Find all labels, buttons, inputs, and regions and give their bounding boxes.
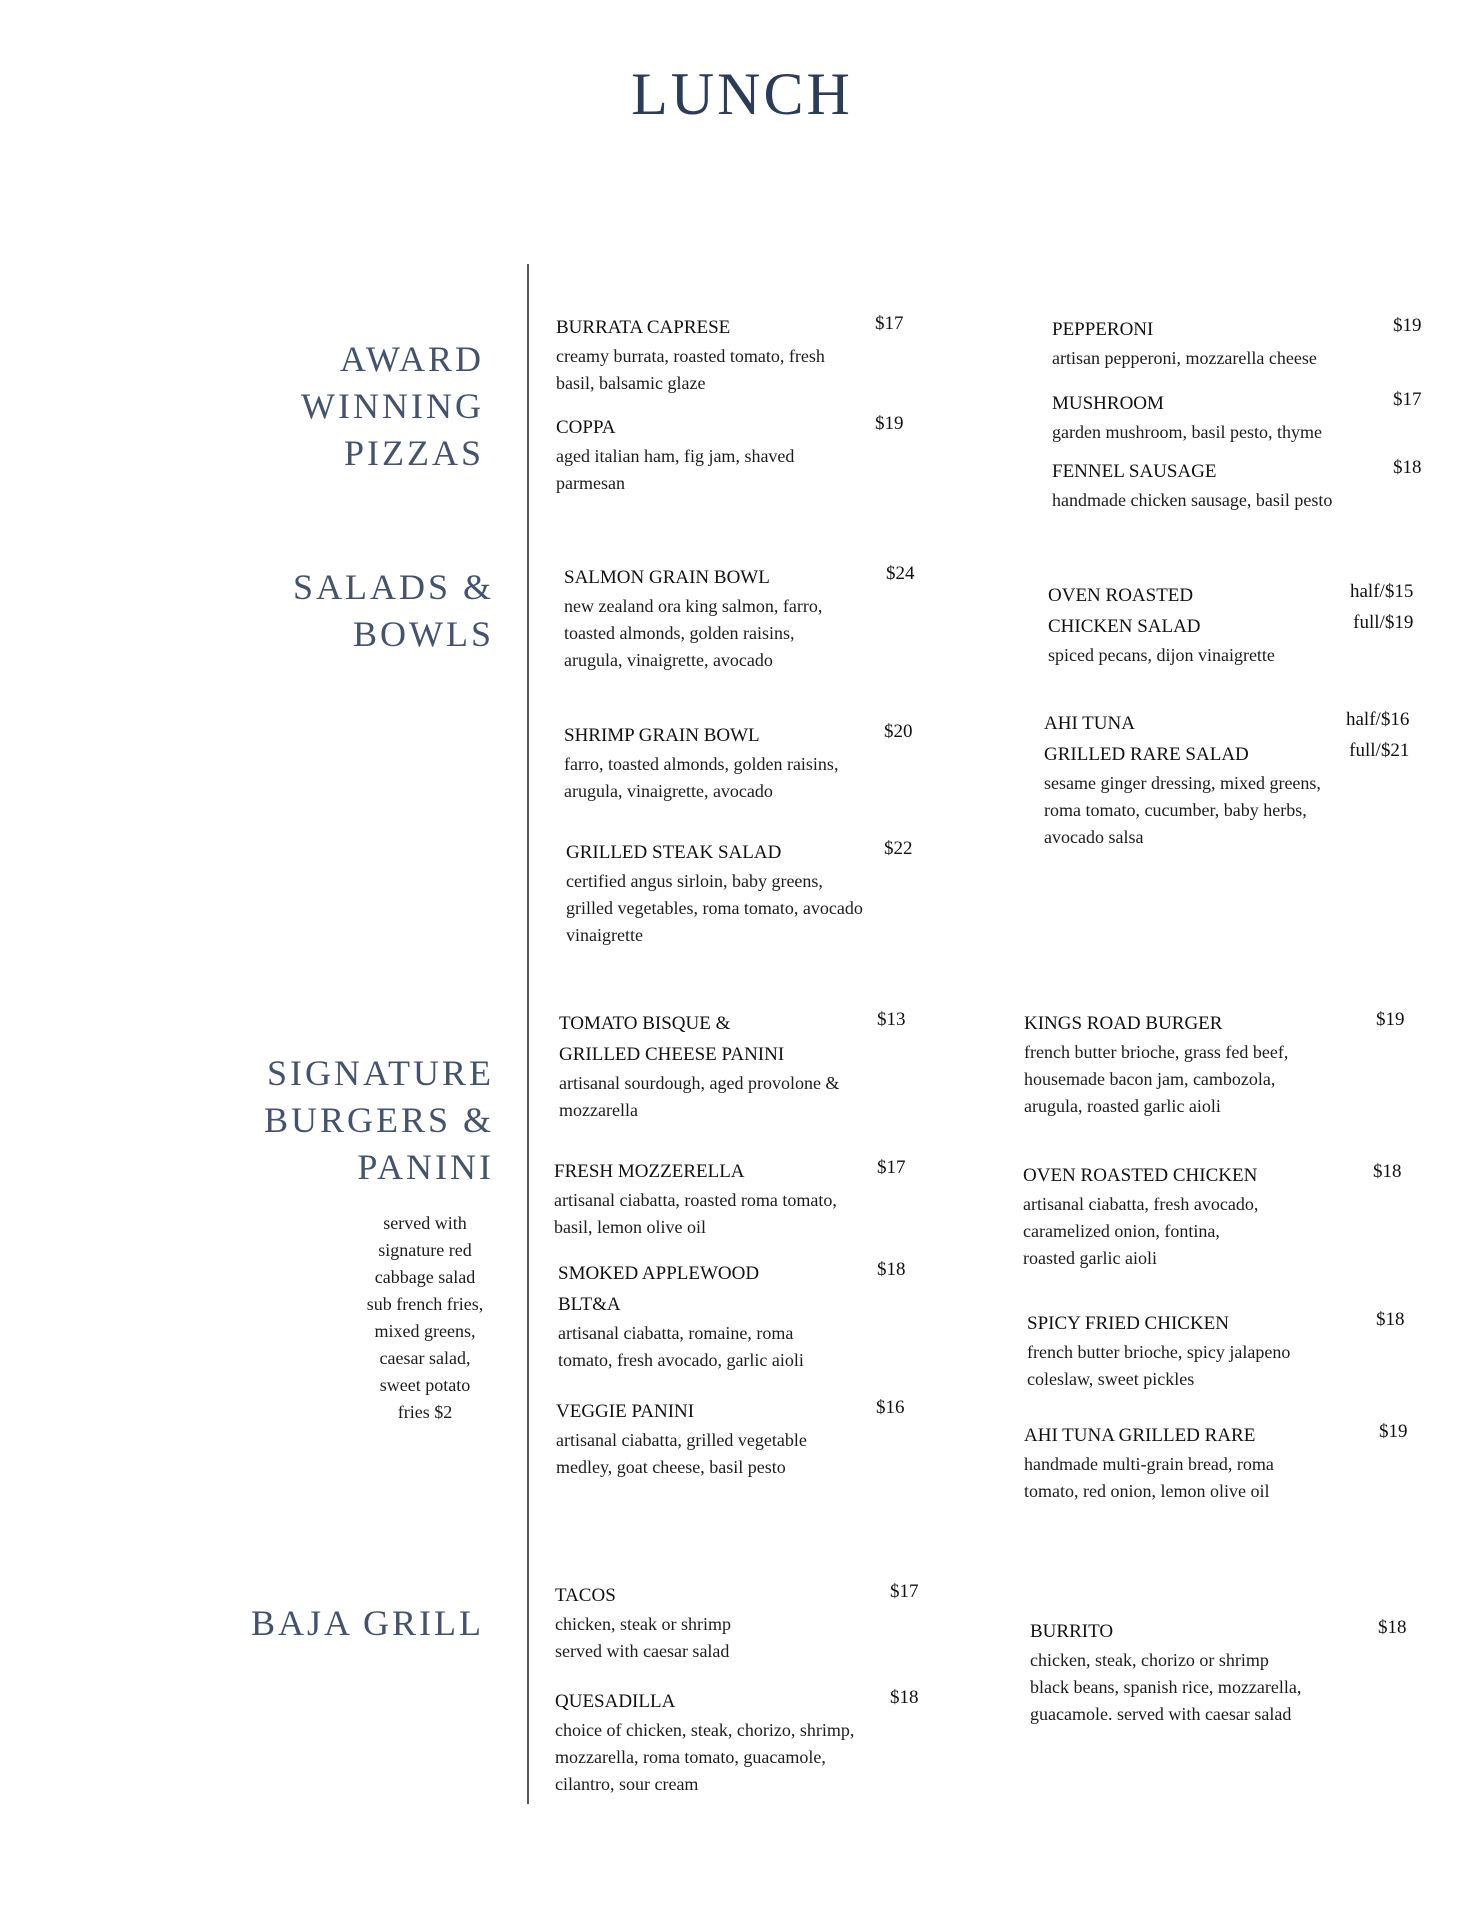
section-line: PIZZAS xyxy=(343,432,484,473)
item-price-line: $17 xyxy=(1393,389,1422,410)
item-description-line: tomato, red onion, lemon olive oil xyxy=(1024,1481,1270,1501)
item-name-line: TACOS xyxy=(555,1585,616,1606)
item-description-line: creamy burrata, roasted tomato, fresh xyxy=(556,346,825,366)
item-name xyxy=(564,720,974,751)
item-description-line: coleslaw, sweet pickles xyxy=(1027,1369,1195,1389)
item-name-line: QUESADILLA xyxy=(555,1691,676,1712)
note-line: mixed greens, xyxy=(374,1321,476,1341)
item-description xyxy=(1052,345,1462,372)
item-price-line: $17 xyxy=(890,1581,919,1602)
item-description-line: medley, goat cheese, basil pesto xyxy=(556,1457,786,1477)
item-description-line: tomato, fresh avocado, garlic aioli xyxy=(558,1350,804,1370)
item-name-line: SMOKED APPLEWOOD xyxy=(558,1263,760,1284)
menu-item-kings-road-burger xyxy=(1024,1008,1434,1120)
note-line: caesar salad, xyxy=(379,1348,471,1368)
note-line: signature red xyxy=(378,1240,472,1260)
item-name-line: BLT&A xyxy=(558,1294,621,1315)
item-description-line: guacamole. served with caesar salad xyxy=(1030,1704,1292,1724)
section-burgers xyxy=(264,1050,494,1190)
item-description-line: farro, toasted almonds, golden raisins, xyxy=(564,754,839,774)
item-description-line: arugula, roasted garlic aioli xyxy=(1024,1096,1221,1116)
item-description-line: basil, balsamic glaze xyxy=(556,373,706,393)
menu-item-coppa xyxy=(556,412,966,497)
item-description-line: basil, lemon olive oil xyxy=(554,1217,706,1237)
note-line: served with xyxy=(383,1213,467,1233)
item-name-line: SPICY FRIED CHICKEN xyxy=(1027,1313,1229,1334)
item-name-line: CHICKEN SALAD xyxy=(1048,616,1201,637)
item-price-line: $24 xyxy=(886,563,915,584)
item-price-line: half/$16 xyxy=(1346,709,1410,730)
item-description-line: spiced pecans, dijon vinaigrette xyxy=(1048,645,1275,665)
item-price-line: $18 xyxy=(1378,1617,1407,1638)
item-name xyxy=(556,312,966,343)
menu-item-quesadilla xyxy=(555,1686,965,1798)
item-description xyxy=(555,1611,965,1665)
item-price xyxy=(1350,576,1413,638)
item-price-line: full/$21 xyxy=(1349,740,1410,761)
item-description-line: housemade bacon jam, cambozola, xyxy=(1024,1069,1276,1089)
item-name-line: FENNEL SAUSAGE xyxy=(1052,461,1217,482)
item-price xyxy=(1376,1004,1405,1035)
menu-item-oven-roasted-chicken xyxy=(1023,1160,1433,1272)
item-description-line: french butter brioche, grass fed beef, xyxy=(1024,1042,1289,1062)
item-name xyxy=(558,1258,968,1320)
item-description xyxy=(554,1187,964,1241)
section-pizzas xyxy=(301,336,484,476)
item-name xyxy=(566,837,976,868)
note-line: sub french fries, xyxy=(366,1294,484,1314)
item-description-line: artisanal ciabatta, grilled vegetable xyxy=(556,1430,807,1450)
item-description-line: artisanal ciabatta, romaine, roma xyxy=(558,1323,794,1343)
item-name-line: MUSHROOM xyxy=(1052,393,1164,414)
item-price xyxy=(875,308,904,339)
menu-item-shrimp-grain-bowl xyxy=(564,720,974,805)
item-description-line: handmade chicken sausage, basil pesto xyxy=(1052,490,1333,510)
section-line: WINNING xyxy=(301,385,484,426)
item-description-line: served with caesar salad xyxy=(555,1641,730,1661)
item-description xyxy=(1052,487,1462,514)
item-description-line: vinaigrette xyxy=(566,925,643,945)
section-line: AWARD xyxy=(339,339,484,379)
menu-item-veggie-panini xyxy=(556,1396,966,1481)
menu-item-burrata-caprese xyxy=(556,312,966,397)
menu-item-fresh-mozzarella xyxy=(554,1156,964,1241)
item-name-line: GRILLED RARE SALAD xyxy=(1044,744,1249,765)
section-line: PANINI xyxy=(357,1146,494,1187)
item-name-line: OVEN ROASTED xyxy=(1048,585,1194,606)
item-price xyxy=(1379,1416,1408,1447)
item-name-line: GRILLED CHEESE PANINI xyxy=(559,1044,785,1065)
item-name-line: BURRITO xyxy=(1030,1621,1114,1642)
note-line: sweet potato xyxy=(379,1375,471,1395)
item-description-line: mozzarella xyxy=(559,1100,638,1120)
item-price xyxy=(877,1254,906,1285)
item-name xyxy=(1024,1420,1434,1451)
item-price xyxy=(1373,1156,1402,1187)
note-line: fries $2 xyxy=(397,1402,453,1422)
item-price-line: $17 xyxy=(877,1157,906,1178)
section-baja xyxy=(251,1600,484,1647)
menu-item-tomato-bisque xyxy=(559,1008,969,1124)
item-description xyxy=(1030,1647,1440,1728)
item-description xyxy=(559,1070,969,1124)
item-description-line: parmesan xyxy=(556,473,625,493)
item-description xyxy=(555,1717,965,1798)
item-price xyxy=(1378,1612,1407,1643)
menu-item-grilled-steak-salad xyxy=(566,837,976,949)
item-description xyxy=(556,443,966,497)
item-name xyxy=(1023,1160,1433,1191)
item-name xyxy=(556,1396,966,1427)
item-name-line: VEGGIE PANINI xyxy=(556,1401,695,1422)
item-price xyxy=(890,1576,919,1607)
item-name-line: FRESH MOZZERELLA xyxy=(554,1161,745,1182)
section-line: SALADS & xyxy=(292,567,494,607)
item-description-line: chicken, steak or shrimp xyxy=(555,1614,731,1634)
item-price-line: full/$19 xyxy=(1353,612,1414,633)
item-description-line: handmade multi-grain bread, roma xyxy=(1024,1454,1274,1474)
item-description-line: caramelized onion, fontina, xyxy=(1023,1221,1220,1241)
item-description-line: french butter brioche, spicy jalapeno xyxy=(1027,1342,1291,1362)
item-description-line: new zealand ora king salmon, farro, xyxy=(564,596,823,616)
item-price-line: $19 xyxy=(1376,1009,1405,1030)
item-description xyxy=(564,593,974,674)
item-description xyxy=(1048,642,1458,669)
section-line: BOWLS xyxy=(353,613,494,654)
menu-item-ahi-tuna-burger xyxy=(1024,1420,1434,1505)
item-price-line: $18 xyxy=(1393,457,1422,478)
item-name xyxy=(556,412,966,443)
item-description-line: artisanal ciabatta, roasted roma tomato, xyxy=(554,1190,837,1210)
menu-item-salmon-grain-bowl xyxy=(564,562,974,674)
item-description-line: toasted almonds, golden raisins, xyxy=(564,623,795,643)
burger-sides-note xyxy=(340,1210,510,1426)
item-name-line: PEPPERONI xyxy=(1052,319,1154,340)
section-line: BURGERS & xyxy=(263,1099,494,1140)
item-price xyxy=(875,408,904,439)
item-price xyxy=(1346,704,1409,766)
item-description-line: garden mushroom, basil pesto, thyme xyxy=(1052,422,1322,442)
item-price xyxy=(884,716,913,747)
menu-item-pepperoni xyxy=(1052,314,1462,372)
item-name-line: AHI TUNA xyxy=(1044,713,1135,734)
item-description-line: artisanal sourdough, aged provolone & xyxy=(559,1073,840,1093)
item-price xyxy=(1393,384,1422,415)
menu-item-spicy-fried-chicken xyxy=(1027,1308,1437,1393)
item-price xyxy=(890,1682,919,1713)
item-name xyxy=(559,1008,969,1070)
menu-item-fennel-sausage xyxy=(1052,456,1462,514)
item-price-line: $17 xyxy=(875,313,904,334)
section-line: BAJA GRILL xyxy=(250,1603,484,1643)
item-name-line: SHRIMP GRAIN BOWL xyxy=(564,725,760,746)
item-name-line: TOMATO BISQUE & xyxy=(559,1013,731,1034)
item-description-line: arugula, vinaigrette, avocado xyxy=(564,781,773,801)
item-description-line: roma tomato, cucumber, baby herbs, xyxy=(1044,800,1307,820)
item-price xyxy=(1393,310,1422,341)
item-price-line: $19 xyxy=(1379,1421,1408,1442)
item-price xyxy=(1376,1304,1405,1335)
item-price-line: $19 xyxy=(1393,315,1422,336)
item-price xyxy=(876,1392,905,1423)
item-description-line: chicken, steak, chorizo or shrimp xyxy=(1030,1650,1269,1670)
item-name-line: SALMON GRAIN BOWL xyxy=(564,567,770,588)
item-description-line: black beans, spanish rice, mozzarella, xyxy=(1030,1677,1302,1697)
item-name-line: COPPA xyxy=(556,417,616,438)
item-description-line: cilantro, sour cream xyxy=(555,1774,699,1794)
item-price-line: $18 xyxy=(890,1687,919,1708)
note-line: cabbage salad xyxy=(374,1267,476,1287)
item-price-line: $18 xyxy=(1376,1309,1405,1330)
menu-title: LUNCH xyxy=(631,61,853,127)
item-price xyxy=(884,833,913,864)
item-description xyxy=(1024,1039,1434,1120)
item-price xyxy=(877,1152,906,1183)
item-description xyxy=(1024,1451,1434,1505)
item-description-line: roasted garlic aioli xyxy=(1023,1248,1157,1268)
item-price-line: $18 xyxy=(1373,1161,1402,1182)
menu-item-burrito xyxy=(1030,1616,1440,1728)
menu-item-oven-roasted-chicken-salad xyxy=(1048,580,1458,669)
menu-item-smoked-applewood-blt xyxy=(558,1258,968,1374)
item-description xyxy=(556,1427,966,1481)
item-description-line: choice of chicken, steak, chorizo, shrimp, xyxy=(555,1720,855,1740)
item-description-line: artisan pepperoni, mozzarella cheese xyxy=(1052,348,1317,368)
item-name-line: KINGS ROAD BURGER xyxy=(1024,1013,1223,1034)
item-description xyxy=(1052,419,1462,446)
item-price-line: $22 xyxy=(884,838,913,859)
item-description-line: artisanal ciabatta, fresh avocado, xyxy=(1023,1194,1259,1214)
item-price xyxy=(886,558,915,589)
item-name-line: AHI TUNA GRILLED RARE xyxy=(1024,1425,1256,1446)
item-description xyxy=(558,1320,968,1374)
menu-item-ahi-tuna-salad xyxy=(1044,708,1454,851)
item-name-line: GRILLED STEAK SALAD xyxy=(566,842,782,863)
vertical-divider xyxy=(527,264,529,1804)
item-description xyxy=(1027,1339,1437,1393)
item-description-line: mozzarella, roma tomato, guacamole, xyxy=(555,1747,826,1767)
item-price-line: half/$15 xyxy=(1350,581,1414,602)
item-price xyxy=(877,1004,906,1035)
item-price-line: $18 xyxy=(877,1259,906,1280)
item-description xyxy=(566,868,976,949)
item-price xyxy=(1393,452,1422,483)
item-description-line: avocado salsa xyxy=(1044,827,1144,847)
item-price-line: $19 xyxy=(875,413,904,434)
section-salads xyxy=(293,564,494,658)
item-description xyxy=(1023,1191,1433,1272)
item-description-line: arugula, vinaigrette, avocado xyxy=(564,650,773,670)
item-description-line: certified angus sirloin, baby greens, xyxy=(566,871,823,891)
item-description xyxy=(564,751,974,805)
item-description-line: sesame ginger dressing, mixed greens, xyxy=(1044,773,1321,793)
menu-item-mushroom xyxy=(1052,388,1462,446)
item-price-line: $20 xyxy=(884,721,913,742)
item-name xyxy=(1024,1008,1434,1039)
item-description-line: aged italian ham, fig jam, shaved xyxy=(556,446,795,466)
item-price-line: $13 xyxy=(877,1009,906,1030)
item-name-line: BURRATA CAPRESE xyxy=(556,317,731,338)
item-name-line: OVEN ROASTED CHICKEN xyxy=(1023,1165,1258,1186)
item-price-line: $16 xyxy=(876,1397,905,1418)
item-description xyxy=(1044,770,1454,851)
section-line: SIGNATURE xyxy=(266,1053,494,1093)
menu-item-tacos xyxy=(555,1580,965,1665)
item-description-line: grilled vegetables, roma tomato, avocado xyxy=(566,898,863,918)
item-description xyxy=(556,343,966,397)
